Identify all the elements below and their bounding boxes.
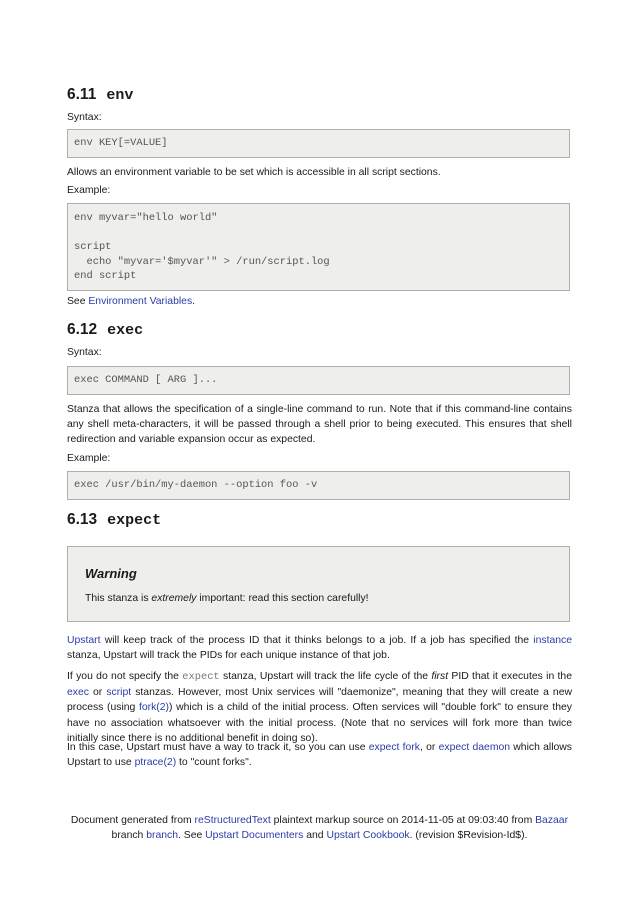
- upstart-documenters-link[interactable]: Upstart Documenters: [205, 830, 304, 842]
- code-line: echo "myvar='$myvar'" > /run/script.log: [74, 255, 330, 268]
- code-line: [74, 226, 563, 241]
- section-keyword: exec: [107, 322, 144, 339]
- warning-title: Warning: [85, 566, 137, 581]
- warning-body: [85, 593, 369, 604]
- text: branch: [111, 830, 147, 842]
- upstart-link[interactable]: Upstart: [67, 635, 101, 646]
- syntax-code-block: [67, 129, 570, 158]
- text: If you do not specify the: [67, 671, 183, 682]
- example-code-block: [67, 471, 570, 500]
- section-heading-env: [67, 86, 133, 104]
- upstart-cookbook-link[interactable]: Upstart Cookbook: [326, 830, 410, 842]
- section-number: 6.13: [67, 511, 98, 528]
- text: which allows Upstart to use: [67, 742, 572, 769]
- expect-paragraph-2: [67, 669, 572, 746]
- text: In this case, Upstart must have a way to track it, so you can use: [67, 742, 369, 753]
- emphasis: first: [431, 671, 449, 682]
- branch-link[interactable]: branch: [146, 830, 178, 842]
- example-code-block: [67, 203, 570, 291]
- emphasis: extremely: [151, 593, 197, 604]
- code-line: env myvar="hello world": [74, 212, 218, 224]
- section-keyword: expect: [107, 512, 162, 529]
- section-number: 6.11: [67, 86, 97, 103]
- see-also-paragraph: [67, 294, 572, 309]
- section-number: 6.12: [67, 321, 98, 338]
- text: .: [192, 296, 196, 307]
- exec-description: Stanza that allows the specification of a single-line command to run. Note that if this command-line contains any shell meta-characters, it will be passed through a shell prior to being executed. This ensures that shell redirection and variable expansion occur as expected.: [67, 404, 572, 446]
- environment-variables-link[interactable]: Environment Variables: [88, 296, 193, 307]
- text: important: read this section carefully!: [196, 593, 369, 604]
- text: to "count forks".: [176, 757, 252, 769]
- code-line: script: [74, 241, 112, 253]
- syntax-label: Syntax:: [67, 112, 102, 123]
- code-line: exec /usr/bin/my-daemon --option foo -v: [74, 479, 318, 491]
- document-footer: [67, 813, 572, 843]
- section-keyword: env: [106, 87, 134, 104]
- example-label: Example:: [67, 185, 111, 196]
- example-label: Example:: [67, 453, 111, 464]
- text: ) which is a child of the initial process. Often services will "double fork" to ensure they have no association whatsoever with the initial process. (Note that no services will fork more than twice initially since there is no additional benefit in doing so).: [67, 702, 572, 744]
- expect-paragraph-3: [67, 740, 572, 770]
- section-heading-exec: [67, 321, 143, 339]
- expect-daemon-link[interactable]: expect daemon: [438, 742, 511, 753]
- text: stanza, Upstart will track the PIDs for each unique instance of that job.: [67, 650, 390, 662]
- text: . (revision $Revision-Id$).: [409, 830, 528, 842]
- syntax-code-block: [67, 366, 570, 395]
- text: Document generated from: [70, 815, 195, 826]
- expect-fork-link[interactable]: expect fork: [368, 742, 420, 753]
- instance-link[interactable]: instance: [533, 635, 572, 646]
- text: or: [88, 687, 107, 699]
- code-line: end script: [74, 270, 137, 282]
- text: PID that it executes in the: [448, 671, 572, 682]
- expect-paragraph-1: [67, 633, 572, 663]
- text: will keep track of the process ID that it thinks belongs to a job. If a job has specified the: [100, 635, 534, 646]
- env-description: Allows an environment variable to be set which is accessible in all script sections.: [67, 167, 441, 178]
- exec-link[interactable]: exec: [67, 687, 89, 699]
- inline-code: expect: [182, 671, 220, 683]
- text: plaintext markup source on 2014-11-05 at 09:03:40 from: [270, 815, 536, 826]
- restructuredtext-link[interactable]: reStructuredText: [194, 815, 271, 826]
- text: stanzas. However, most Unix services will "daemonize", meaning that they will create a new process (using: [67, 687, 572, 714]
- text: . See: [178, 830, 206, 842]
- bazaar-link[interactable]: Bazaar: [535, 815, 569, 826]
- code-line: env KEY[=VALUE]: [74, 137, 168, 149]
- text: This stanza is: [85, 593, 152, 604]
- fork-link[interactable]: fork(2): [138, 702, 170, 714]
- code-line: exec COMMAND [ ARG ]...: [74, 374, 218, 386]
- section-heading-expect: [67, 511, 161, 529]
- warning-admonition: [67, 546, 570, 622]
- text: See: [67, 296, 89, 307]
- script-link[interactable]: script: [106, 687, 132, 699]
- text: , or: [419, 742, 439, 753]
- syntax-label: Syntax:: [67, 347, 102, 358]
- text: and: [303, 830, 327, 842]
- text: stanza, Upstart will track the life cycle of the: [219, 671, 432, 682]
- ptrace-link[interactable]: ptrace(2): [134, 757, 177, 769]
